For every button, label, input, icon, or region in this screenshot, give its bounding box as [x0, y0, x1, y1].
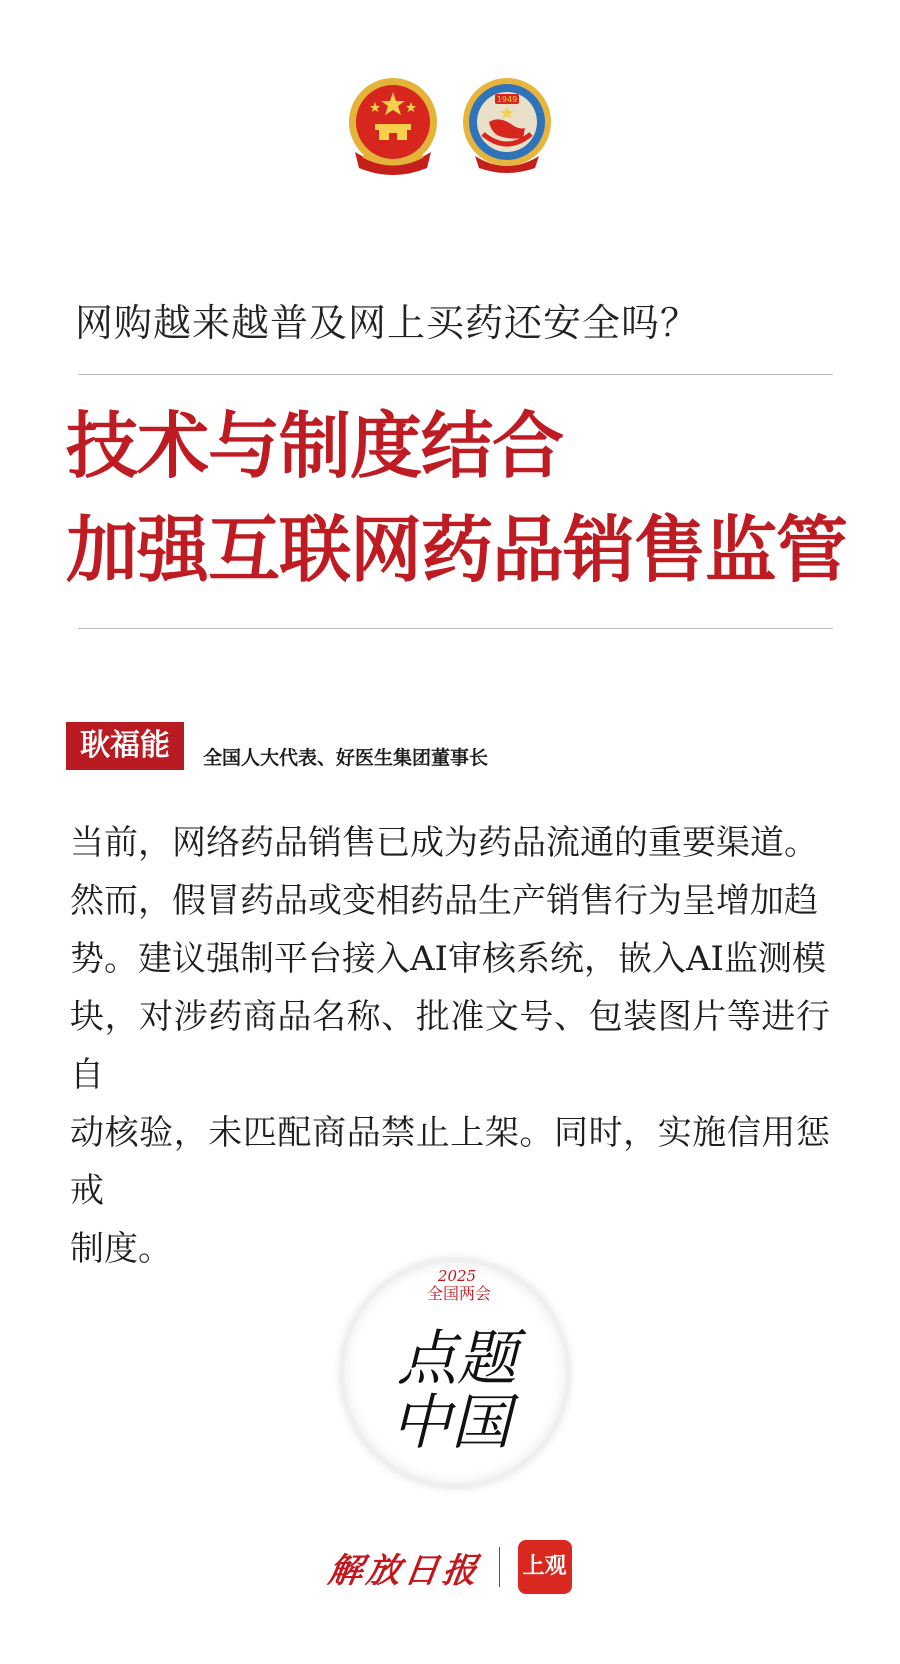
stamp-event: 全国两会: [426, 1284, 492, 1303]
author-name-tag: 耿福能: [66, 722, 184, 770]
headline: [66, 394, 866, 602]
footer-logos: [0, 1540, 900, 1594]
top-divider: [78, 374, 833, 375]
body-line: 制度。: [70, 1229, 172, 1269]
svg-text:1949: 1949: [496, 95, 518, 104]
subtitle: 网购越来越普及网上买药还安全吗？: [75, 301, 700, 345]
cppcc-emblem-icon: [459, 72, 555, 176]
body-line: 动核验，未匹配商品禁止上架。同时，实施信用惩戒: [70, 1113, 830, 1211]
body-line: 当前，网络药品销售已成为药品流通的重要渠道。: [70, 823, 818, 863]
stamp-year: 2025: [437, 1267, 477, 1285]
body-line: 块，对涉药商品名称、批准文号、包装图片等进行自: [70, 997, 830, 1095]
bottom-divider: [78, 628, 833, 629]
headline-line-2: 加强互联网药品销售监管: [66, 508, 848, 592]
footer-divider: [499, 1547, 500, 1587]
author-role: 全国人大代表、好医生集团董事长: [203, 747, 489, 769]
body-line: 然而，假冒药品或变相药品生产销售行为呈增加趋: [70, 881, 818, 921]
stamp-title-line-1: 点题: [397, 1324, 517, 1394]
dianti-zhongguo-stamp: [325, 1243, 585, 1503]
shangguan-app-logo: 上观: [518, 1540, 572, 1594]
emblem-row: [0, 72, 900, 176]
national-emblem-icon: [345, 72, 441, 176]
author-row: [66, 722, 846, 772]
stamp-title-line-2: 中国: [391, 1388, 511, 1458]
body-line: 势。建议强制平台接入AI审核系统，嵌入AI监测模: [70, 939, 826, 979]
headline-line-1: 技术与制度结合: [66, 404, 564, 488]
jiefang-daily-logo: 解放日报: [325, 1550, 483, 1591]
body-paragraph: [70, 814, 830, 1278]
